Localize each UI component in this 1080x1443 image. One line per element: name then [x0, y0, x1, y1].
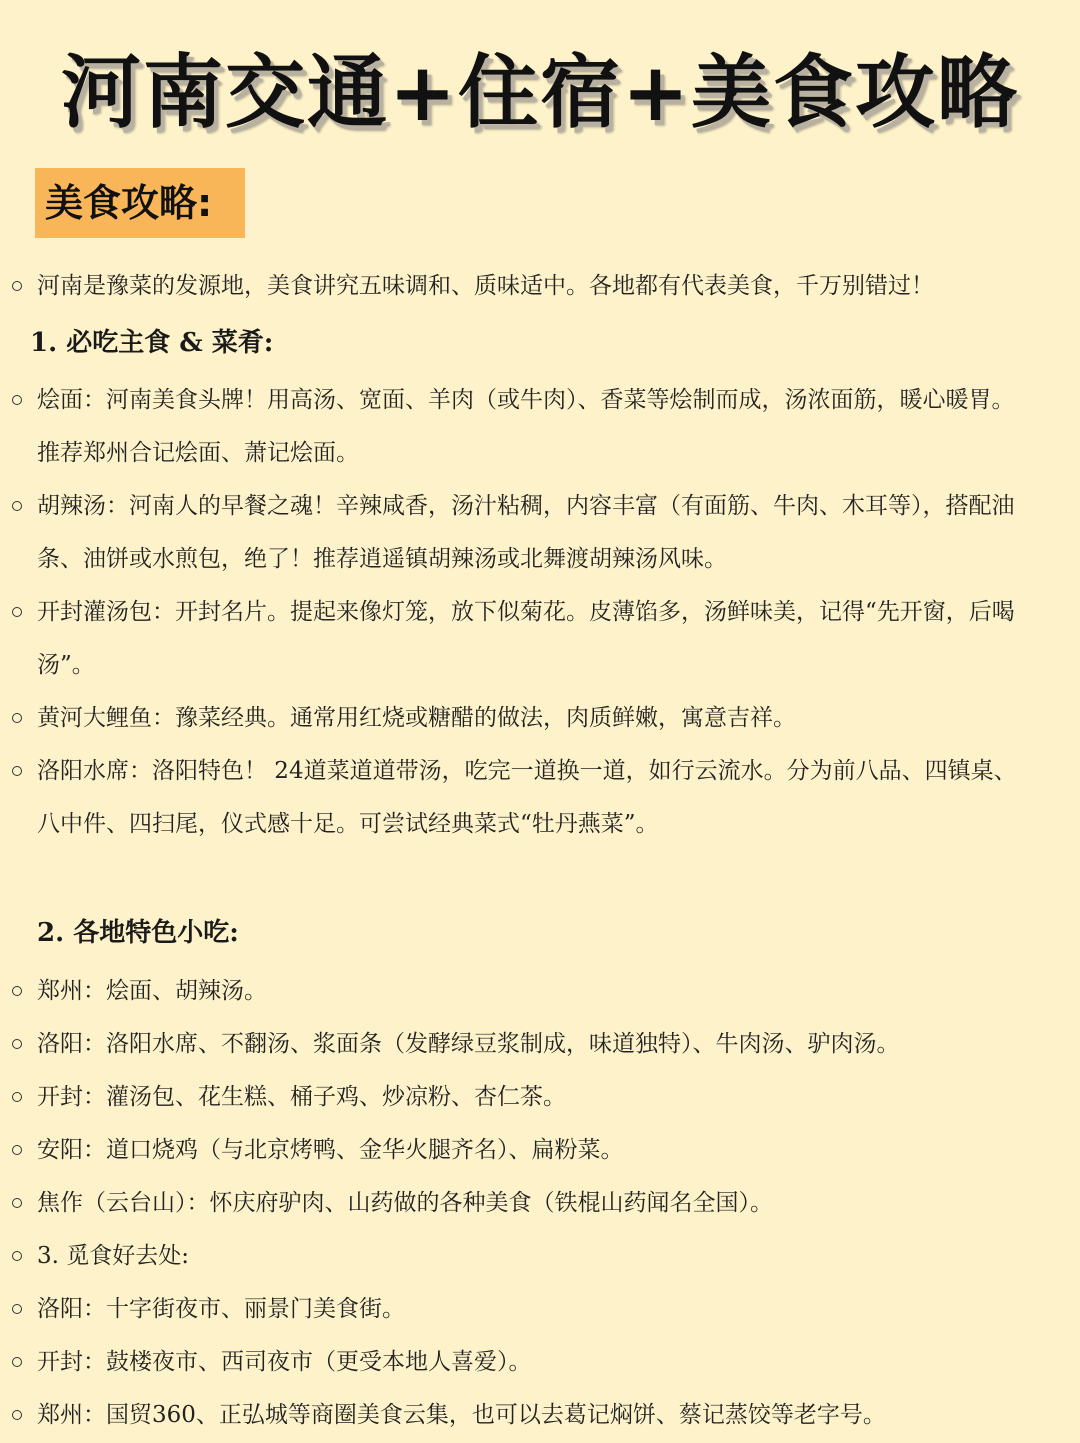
list-item: 开封：灌汤包、花生糕、桶子鸡、炒凉粉、杏仁茶。 — [37, 1084, 566, 1110]
bullet-icon — [12, 501, 22, 511]
bullet-icon — [12, 281, 22, 291]
list-item: 洛阳：洛阳水席、不翻汤、浆面条（发酵绿豆浆制成，味道独特）、牛肉汤、驴肉汤。 — [37, 1031, 900, 1057]
list-item: 开封：鼓楼夜市、西司夜市（更受本地人喜爱）。 — [37, 1349, 532, 1375]
list-item: 安阳：道口烧鸡（与北京烤鸭、金华火腿齐名）、扁粉菜。 — [37, 1137, 624, 1163]
section-heading-must-eat: 1. 必吃主食 & 菜肴: — [30, 328, 274, 358]
intro-text: 河南是豫菜的发源地，美食讲究五味调和、质味适中。各地都有代表美食，千万别错过！ — [37, 273, 934, 299]
bullet-icon — [12, 766, 22, 776]
bullet-icon — [12, 1039, 22, 1049]
list-item: 郑州：烩面、胡辣汤。 — [37, 978, 267, 1004]
bullet-icon — [12, 1251, 22, 1261]
bullet-icon — [12, 1145, 22, 1155]
list-item-line: 汤”。 — [37, 652, 95, 678]
bullet-icon — [12, 1198, 22, 1208]
list-item-line: 推荐郑州合记烩面、萧记烩面。 — [37, 440, 359, 466]
section-heading-food-places: 3. 觅食好去处: — [37, 1243, 190, 1269]
list-item-line: 条、油饼或水煎包，绝了！推荐逍遥镇胡辣汤或北舞渡胡辣汤风味。 — [37, 546, 727, 572]
bullet-icon — [12, 395, 22, 405]
bullet-icon — [12, 1304, 22, 1314]
bullet-icon — [12, 713, 22, 723]
list-item-line: 开封灌汤包：开封名片。提起来像灯笼，放下似菊花。皮薄馅多，汤鲜味美，记得“先开窗，后喝 — [37, 599, 1015, 625]
bullet-icon — [12, 1357, 22, 1367]
list-item: 郑州：国贸360、正弘城等商圈美食云集，也可以去葛记焖饼、蔡记蒸饺等老字号。 — [37, 1402, 886, 1428]
section-heading-local-snacks: 2. 各地特色小吃: — [37, 918, 239, 948]
bullet-icon — [12, 1092, 22, 1102]
list-item: 焦作（云台山）：怀庆府驴肉、山药做的各种美食（铁棍山药闻名全国）。 — [37, 1190, 773, 1216]
bullet-icon — [12, 607, 22, 617]
list-item-line: 黄河大鲤鱼：豫菜经典。通常用红烧或糖醋的做法，肉质鲜嫩，寓意吉祥。 — [37, 705, 796, 731]
page-title: 河南交通+住宿+美食攻略 — [60, 46, 1020, 139]
list-item-line: 烩面：河南美食头牌！用高汤、宽面、羊肉（或牛肉）、香菜等烩制而成，汤浓面筋，暖心暖胃。 — [37, 387, 1015, 413]
section-label: 美食攻略: — [35, 168, 245, 238]
list-item-line: 胡辣汤：河南人的早餐之魂！辛辣咸香，汤汁粘稠，内容丰富（有面筋、牛肉、木耳等），搭配油 — [37, 493, 1015, 519]
list-item-line: 八中件、四扫尾，仪式感十足。可尝试经典菜式“牡丹燕菜”。 — [37, 811, 659, 837]
list-item: 洛阳：十字街夜市、丽景门美食街。 — [37, 1296, 405, 1322]
bullet-icon — [12, 1410, 22, 1420]
list-item-line: 洛阳水席：洛阳特色！ 24道菜道道带汤，吃完一道换一道，如行云流水。分为前八品、四镇桌、 — [37, 758, 1017, 784]
bullet-icon — [12, 986, 22, 996]
